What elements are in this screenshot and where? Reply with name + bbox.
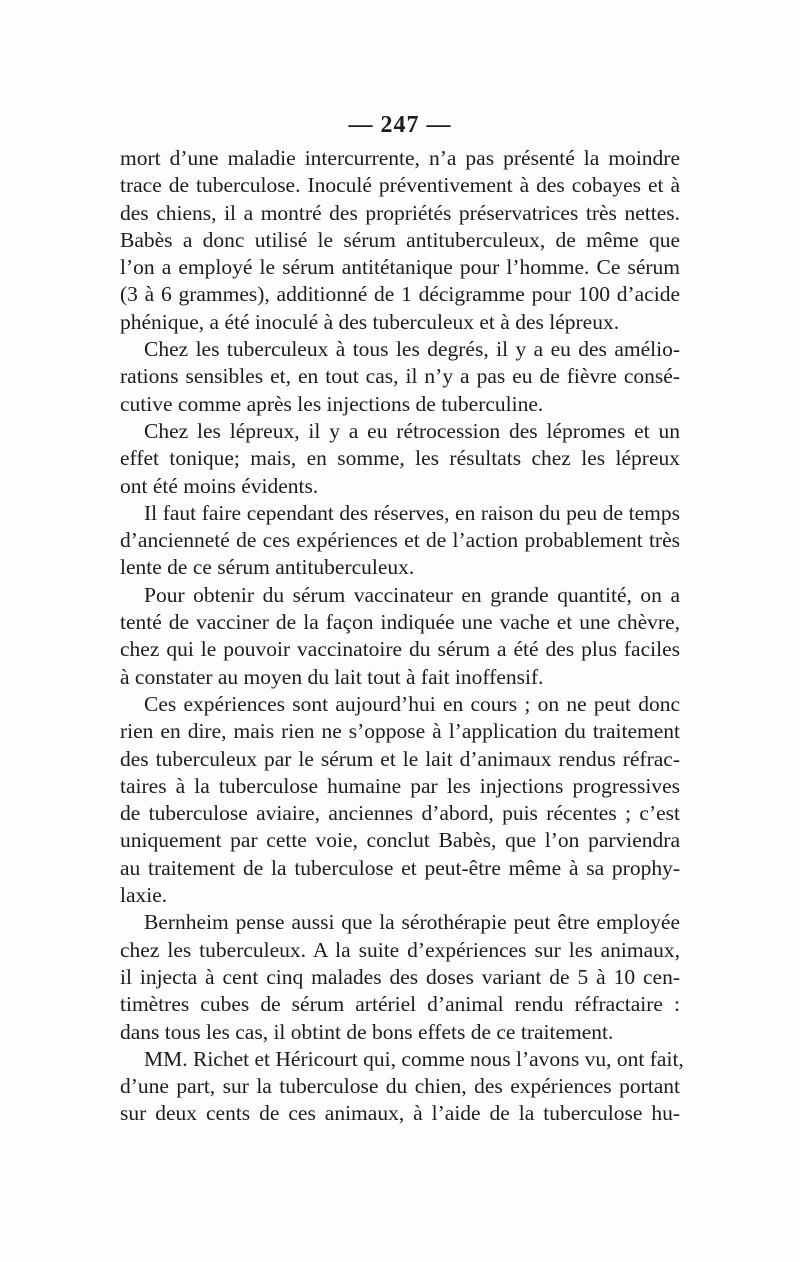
paragraph [120, 500, 680, 582]
text-line: d’une part, sur la tuberculose du chien, des expériences portant [120, 1074, 680, 1099]
text-line: chez qui le pouvoir vaccinatoire du sérum a été des plus faciles [120, 637, 680, 662]
text-line: Babès a donc utilisé le sérum antituberculeux, de même que [120, 227, 680, 252]
paragraph [120, 145, 680, 336]
text-line: rations sensibles et, en tout cas, il n’y a pas eu de fièvre consé- [120, 364, 680, 389]
text-line: ont été moins évidents. [120, 473, 319, 498]
text-line: trace de tuberculose. Inoculé préventivement à des cobayes et à [120, 173, 680, 198]
text-line: sur deux cents de ces animaux, à l’aide de la tuberculose hu- [120, 1101, 680, 1126]
text-line: Il faut faire cependant des réserves, en raison du peu de temps [144, 500, 680, 525]
text-line: dans tous les cas, il obtint de bons effets de ce traitement. [120, 1019, 614, 1044]
text-line: Chez les lépreux, il y a eu rétrocession des lépromes et un [144, 418, 680, 443]
text-line: (3 à 6 grammes), additionné de 1 décigramme pour 100 d’acide [120, 282, 680, 307]
text-line: laxie. [120, 883, 168, 908]
text-line: chez les tuberculeux. A la suite d’expériences sur les animaux, [120, 937, 680, 962]
paragraph [120, 1046, 684, 1128]
text-line: des chiens, il a montré des propriétés préservatrices très nettes. [120, 200, 680, 225]
paragraph [120, 336, 680, 418]
text-line: timètres cubes de sérum artériel d’animal rendu réfractaire : [120, 992, 680, 1017]
text-line: des tuberculeux par le sérum et le lait d’animaux rendus réfrac- [120, 746, 680, 771]
paragraph [120, 691, 680, 909]
text-line: il injecta à cent cinq malades des doses variant de 5 à 10 cen- [120, 964, 680, 989]
text-line: effet tonique; mais, en somme, les résultats chez les lépreux [120, 446, 680, 471]
paragraph [120, 418, 680, 500]
page-number: — 247 — [348, 112, 452, 138]
text-line: au traitement de la tuberculose et peut-être même à sa prophy- [120, 855, 680, 880]
text-line: Ces expériences sont aujourd’hui en cours ; on ne peut donc [144, 691, 680, 716]
text-line: Pour obtenir du sérum vaccinateur en grande quantité, on a [144, 582, 680, 607]
text-line: tenté de vacciner de la façon indiquée une vache et une chèvre, [120, 610, 680, 635]
text-line: à constater au moyen du lait tout à fait inoffensif. [120, 664, 544, 689]
text-line: Bernheim pense aussi que la sérothérapie peut être employée [144, 910, 680, 935]
text-line: l’on a employé le sérum antitétanique pour l’homme. Ce sérum [120, 255, 680, 280]
text-line: phénique, a été inoculé à des tuberculeux et à des lépreux. [120, 309, 620, 334]
text-line: MM. Richet et Héricourt qui, comme nous l’avons vu, ont fait, [144, 1046, 684, 1071]
text-line: lente de ce sérum antituberculeux. [120, 555, 415, 580]
page-body-text [120, 145, 684, 1128]
text-line: d’ancienneté de ces expériences et de l’action probablement très [120, 528, 680, 553]
text-line: cutive comme après les injections de tuberculine. [120, 391, 544, 416]
paragraph [120, 582, 680, 691]
text-line: taires à la tuberculose humaine par les injections progressives [120, 773, 680, 798]
text-line: uniquement par cette voie, conclut Babès, que l’on parviendra [120, 828, 680, 853]
text-line: rien en dire, mais rien ne s’oppose à l’application du traitement [120, 719, 680, 744]
text-line: Chez les tuberculeux à tous les degrés, il y a eu des amélio- [144, 337, 680, 362]
paragraph [120, 909, 680, 1045]
text-line: de tuberculose aviaire, anciennes d’abord, puis récentes ; c’est [120, 801, 680, 826]
text-line: mort d’une maladie intercurrente, n’a pas présenté la moindre [120, 146, 680, 170]
